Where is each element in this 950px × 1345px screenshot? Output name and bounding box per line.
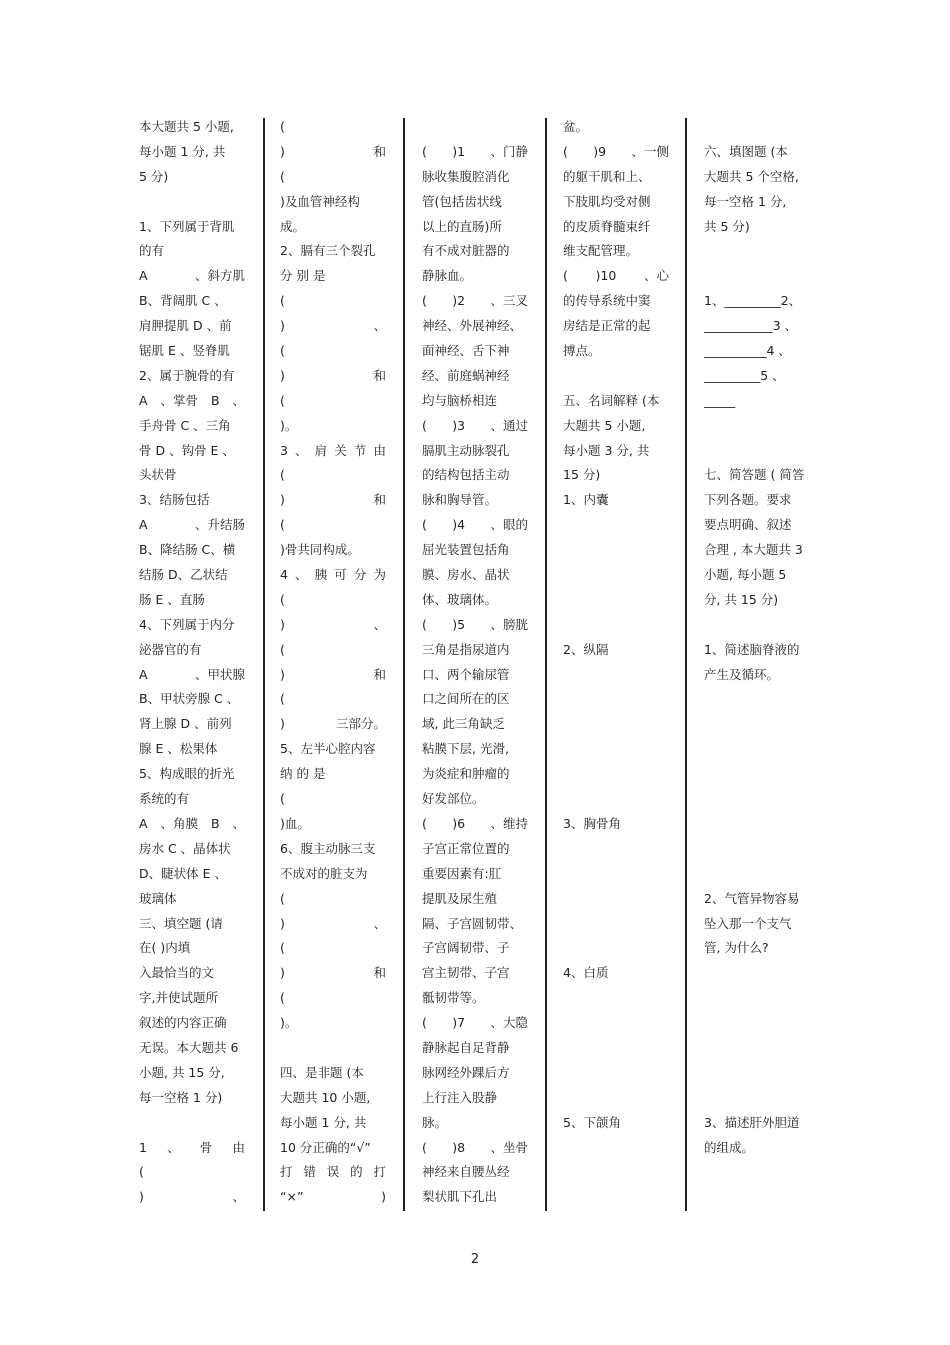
text-line: 每一空格 1 分, bbox=[704, 193, 787, 209]
text-line: 均与脑桥相连 bbox=[422, 392, 498, 408]
column-1 bbox=[139, 115, 245, 1210]
text-line: ( )1 、门静 bbox=[422, 143, 528, 159]
text-line: 脉网经外踝后方 bbox=[422, 1064, 510, 1080]
text-line: ) 和 bbox=[280, 367, 386, 383]
text-line: ( )8 、坐骨 bbox=[422, 1139, 528, 1155]
text-line: ) 、 bbox=[280, 616, 386, 632]
text-line: ( bbox=[280, 691, 285, 707]
text-line: 不成对的脏支为 bbox=[280, 865, 368, 881]
text-line bbox=[280, 1036, 386, 1061]
text-line: A 、掌骨 B 、 bbox=[139, 392, 245, 408]
column-4 bbox=[563, 115, 669, 1210]
text-line: 膜、房水、晶状 bbox=[422, 567, 510, 583]
text-line: 骶韧带等。 bbox=[422, 990, 485, 1006]
text-line bbox=[704, 1160, 810, 1185]
text-line: )血。 bbox=[280, 815, 310, 831]
text-line: 神经、外展神经、 bbox=[422, 318, 523, 334]
text-line: )。 bbox=[280, 417, 298, 433]
text-line bbox=[563, 1185, 669, 1210]
text-line: 神经来自腰丛经 bbox=[422, 1164, 510, 1180]
text-line: 三、填空题 (请 bbox=[139, 915, 223, 931]
text-line: 分, 共 15 分) bbox=[704, 591, 779, 607]
text-line bbox=[563, 1061, 669, 1086]
text-line: 3、描述肝外胆道 bbox=[704, 1114, 800, 1130]
text-line: 提肌及尿生殖 bbox=[422, 890, 498, 906]
text-line: ___________3 、 bbox=[704, 318, 798, 334]
text-line bbox=[563, 936, 669, 961]
text-line: 小题, 共 15 分, bbox=[139, 1064, 225, 1080]
text-line: ( )5 、膀胱 bbox=[422, 616, 528, 632]
text-line: ) 和 bbox=[280, 965, 386, 981]
text-line: 以上的直肠)所 bbox=[422, 218, 502, 234]
text-line: ( bbox=[280, 467, 285, 483]
text-line: A 、斜方肌 bbox=[139, 268, 245, 284]
text-line bbox=[704, 613, 810, 638]
text-line bbox=[563, 563, 669, 588]
text-line bbox=[563, 986, 669, 1011]
text-line: ( )2 、三叉 bbox=[422, 293, 528, 309]
text-line: ( bbox=[280, 293, 285, 309]
text-line bbox=[563, 613, 669, 638]
text-line: 为炎症和肿瘤的 bbox=[422, 766, 510, 782]
text-line: 大题共 5 小题, bbox=[563, 417, 646, 433]
column-3 bbox=[422, 115, 528, 1210]
text-line: 3 、 肩 关 节 由 bbox=[280, 442, 386, 458]
text-line bbox=[704, 414, 810, 439]
text-line: 大题共 10 小题, bbox=[280, 1089, 371, 1105]
text-line: 在( )内填 bbox=[139, 940, 191, 956]
text-line: 面神经、舌下神 bbox=[422, 343, 510, 359]
text-line: 小题, 每小题 5 bbox=[704, 567, 787, 583]
text-line: 子宫阔韧带、子 bbox=[422, 940, 510, 956]
text-line: 的组成。 bbox=[704, 1139, 755, 1155]
text-line: 3、胸骨角 bbox=[563, 815, 621, 831]
text-line: 系统的有 bbox=[139, 791, 190, 807]
text-line bbox=[704, 812, 810, 837]
text-line bbox=[563, 887, 669, 912]
text-line: 2、膈有三个裂孔 bbox=[280, 243, 376, 259]
text-line: 2、属于腕骨的有 bbox=[139, 367, 235, 383]
text-line: 玻璃体 bbox=[139, 890, 177, 906]
text-line: 腺 E 、松果体 bbox=[139, 741, 218, 757]
text-line: 脉和胸导管。 bbox=[422, 492, 498, 508]
text-line: 六、填图题 (本 bbox=[704, 143, 788, 159]
text-line: ( bbox=[280, 168, 285, 184]
text-line: 6、腹主动脉三支 bbox=[280, 840, 376, 856]
text-line: 下肢肌均受对侧 bbox=[563, 193, 651, 209]
text-line bbox=[563, 912, 669, 937]
text-line: 下列各题。要求 bbox=[704, 492, 792, 508]
text-line: 1、内囊 bbox=[563, 492, 609, 508]
text-line bbox=[704, 439, 810, 464]
text-line: B、背阔肌 C 、 bbox=[139, 293, 227, 309]
text-line: 七、简答题 ( 简答 bbox=[704, 467, 805, 483]
text-line: 维支配管理。 bbox=[563, 243, 639, 259]
text-line: 叙述的内容正确 bbox=[139, 1015, 227, 1031]
text-line bbox=[563, 1011, 669, 1036]
text-line: _________5 、 bbox=[704, 367, 785, 383]
text-line bbox=[563, 663, 669, 688]
column-divider-4 bbox=[685, 118, 687, 1211]
text-line: 上行注入股静 bbox=[422, 1089, 498, 1105]
text-line: 每小题 1 分, 共 bbox=[139, 143, 226, 159]
text-line: 肠 E 、直肠 bbox=[139, 591, 205, 607]
text-line: 宫主韧带、子宫 bbox=[422, 965, 510, 981]
text-line: 共 5 分) bbox=[704, 218, 750, 234]
text-line: 五、名词解释 (本 bbox=[563, 392, 660, 408]
text-line bbox=[563, 588, 669, 613]
text-line bbox=[563, 762, 669, 787]
text-line: B、降结肠 C、横 bbox=[139, 542, 236, 558]
text-line: _____ bbox=[704, 392, 736, 408]
text-line: ( bbox=[280, 591, 285, 607]
text-line: ( bbox=[280, 990, 285, 1006]
text-line bbox=[704, 239, 810, 264]
text-line bbox=[563, 1136, 669, 1161]
text-line: 口、两个输尿管 bbox=[422, 666, 510, 682]
text-line bbox=[139, 190, 245, 215]
text-line bbox=[563, 837, 669, 862]
text-line: ) 、 bbox=[139, 1189, 245, 1205]
text-line: ( bbox=[280, 119, 285, 134]
text-line: 4 、 胰 可 分 为 bbox=[280, 567, 386, 583]
text-line: 1、简述脑脊液的 bbox=[704, 641, 800, 657]
text-line: 大题共 5 个空格, bbox=[704, 168, 799, 184]
text-line: 5、左半心腔内容 bbox=[280, 741, 376, 757]
text-line bbox=[704, 961, 810, 986]
text-line: 要点明确、叙述 bbox=[704, 517, 792, 533]
text-line: 结肠 D、乙状结 bbox=[139, 567, 228, 583]
text-line: 头状骨 bbox=[139, 467, 177, 483]
text-line: 1 、 骨 由 bbox=[139, 1139, 245, 1155]
text-line bbox=[704, 1185, 810, 1210]
text-line: 入最恰当的文 bbox=[139, 965, 215, 981]
text-line: 15 分) bbox=[563, 467, 601, 483]
text-line: 手舟骨 C 、三角 bbox=[139, 417, 231, 433]
text-line: 3、结肠包括 bbox=[139, 492, 210, 508]
text-line: 三角是指尿道内 bbox=[422, 641, 510, 657]
text-line bbox=[563, 687, 669, 712]
text-line: ( bbox=[280, 940, 285, 956]
text-line bbox=[704, 862, 810, 887]
text-line: 脉。 bbox=[422, 1114, 448, 1130]
text-line: 盆。 bbox=[563, 119, 589, 134]
text-line: 子宫正常位置的 bbox=[422, 840, 510, 856]
text-line bbox=[704, 264, 810, 289]
text-line: 管, 为什么? bbox=[704, 940, 769, 956]
text-line: ) 、 bbox=[280, 915, 386, 931]
column-divider-2 bbox=[403, 118, 405, 1211]
column-divider-1 bbox=[263, 118, 265, 1211]
text-line: __________4 、 bbox=[704, 343, 791, 359]
text-line: 锯肌 E 、竖脊肌 bbox=[139, 343, 230, 359]
text-line: 坠入那一个支气 bbox=[704, 915, 792, 931]
text-line bbox=[704, 712, 810, 737]
text-line: ) 三部分。 bbox=[280, 716, 386, 732]
text-line bbox=[704, 986, 810, 1011]
text-line: 的结构包括主动 bbox=[422, 467, 510, 483]
text-line: ( bbox=[280, 392, 285, 408]
text-line: A 、升结肠 bbox=[139, 517, 245, 533]
text-line: ( bbox=[280, 890, 285, 906]
text-line: 2、气管异物容易 bbox=[704, 890, 800, 906]
text-line: 1、下列属于背肌 bbox=[139, 218, 235, 234]
text-line: 体、玻璃体。 bbox=[422, 591, 498, 607]
text-line bbox=[139, 1111, 245, 1136]
text-line: 5 分) bbox=[139, 168, 169, 184]
text-line: 无误。本大题共 6 bbox=[139, 1039, 239, 1055]
text-line bbox=[563, 712, 669, 737]
text-line: 4、下列属于内分 bbox=[139, 616, 235, 632]
text-line: 合理 , 本大题共 3 bbox=[704, 542, 803, 558]
text-line bbox=[563, 1036, 669, 1061]
text-line: A 、角膜 B 、 bbox=[139, 815, 245, 831]
text-line: )骨共同构成。 bbox=[280, 542, 360, 558]
text-line: 好发部位。 bbox=[422, 791, 485, 807]
text-line: 重要因素有:肛 bbox=[422, 865, 502, 881]
text-line bbox=[422, 115, 528, 140]
text-line: ( bbox=[280, 641, 285, 657]
text-line bbox=[563, 862, 669, 887]
text-line: 泌器官的有 bbox=[139, 641, 202, 657]
text-line bbox=[563, 364, 669, 389]
text-line bbox=[704, 1086, 810, 1111]
text-line bbox=[563, 1086, 669, 1111]
text-line: 房水 C 、晶体状 bbox=[139, 840, 231, 856]
text-line bbox=[704, 687, 810, 712]
page-number: 2 bbox=[470, 1252, 480, 1267]
text-line bbox=[704, 115, 810, 140]
text-line: 5、下颌角 bbox=[563, 1114, 621, 1130]
text-line: ( )4 、眼的 bbox=[422, 517, 528, 533]
text-line: 管(包括齿状线 bbox=[422, 193, 502, 209]
text-line: 纳 的 是 bbox=[280, 766, 326, 782]
text-line: 的有 bbox=[139, 243, 165, 259]
text-line: 分 别 是 bbox=[280, 268, 326, 284]
text-line: ( bbox=[280, 517, 285, 533]
text-line: 每一空格 1 分) bbox=[139, 1089, 223, 1105]
text-line: 肩胛提肌 D 、前 bbox=[139, 318, 232, 334]
text-line bbox=[563, 1160, 669, 1185]
text-line: 口之间所在的区 bbox=[422, 691, 510, 707]
text-line: ( )3 、通过 bbox=[422, 417, 528, 433]
text-line: 有不成对脏器的 bbox=[422, 243, 510, 259]
text-line bbox=[563, 513, 669, 538]
text-line: )及血管神经构 bbox=[280, 193, 360, 209]
text-line: B、甲状旁腺 C 、 bbox=[139, 691, 240, 707]
text-line bbox=[704, 837, 810, 862]
text-line: A 、甲状腺 bbox=[139, 666, 245, 682]
text-line: 屈光装置包括角 bbox=[422, 542, 510, 558]
text-line: ) 和 bbox=[280, 492, 386, 508]
text-line: 域, 此三角缺乏 bbox=[422, 716, 505, 732]
text-line: 骨 D 、钩骨 E 、 bbox=[139, 442, 235, 458]
text-line: 每小题 1 分, 共 bbox=[280, 1114, 367, 1130]
text-line: 脉收集腹腔消化 bbox=[422, 168, 510, 184]
text-line: ( )9 、一侧 bbox=[563, 143, 669, 159]
text-line: ( )7 、大隐 bbox=[422, 1015, 528, 1031]
text-line: ( bbox=[139, 1164, 144, 1180]
text-line bbox=[704, 1061, 810, 1086]
text-line: ) 、 bbox=[280, 318, 386, 334]
text-line: 产生及循环。 bbox=[704, 666, 780, 682]
text-line: D、睫状体 E 、 bbox=[139, 865, 227, 881]
text-line: 5、构成眼的折光 bbox=[139, 766, 235, 782]
text-line: ) 和 bbox=[280, 666, 386, 682]
text-line: ) 和 bbox=[280, 143, 386, 159]
text-line: 四、是非题 (本 bbox=[280, 1064, 364, 1080]
text-line: 静脉血。 bbox=[422, 268, 473, 284]
text-line: 字,并使试题所 bbox=[139, 990, 218, 1006]
text-line: 本大题共 5 小题, bbox=[139, 119, 234, 134]
text-line: 隔、子宫圆韧带、 bbox=[422, 915, 523, 931]
text-line: 肾上腺 D 、前列 bbox=[139, 716, 232, 732]
text-line bbox=[704, 787, 810, 812]
text-line bbox=[704, 1011, 810, 1036]
text-line: 经、前庭蜗神经 bbox=[422, 367, 510, 383]
text-line bbox=[563, 787, 669, 812]
text-line: 1、_________2、 bbox=[704, 293, 802, 309]
column-5 bbox=[704, 115, 810, 1210]
text-line: 每小题 3 分, 共 bbox=[563, 442, 650, 458]
text-line: 成。 bbox=[280, 218, 306, 234]
text-line bbox=[563, 737, 669, 762]
text-line: 膈肌主动脉裂孔 bbox=[422, 442, 510, 458]
text-line bbox=[704, 762, 810, 787]
column-divider-3 bbox=[545, 118, 547, 1211]
text-line: 2、纵隔 bbox=[563, 641, 609, 657]
text-line: ( bbox=[280, 791, 285, 807]
text-line: 10 分正确的“√” bbox=[280, 1139, 371, 1155]
text-line bbox=[704, 1036, 810, 1061]
text-line: 房结是正常的起 bbox=[563, 318, 651, 334]
text-line: “×” ) bbox=[280, 1189, 386, 1205]
text-line: 的传导系统中窦 bbox=[563, 293, 651, 309]
text-line: 打 错 误 的 打 bbox=[280, 1164, 386, 1180]
text-line: 4、白质 bbox=[563, 965, 609, 981]
text-line: 梨状肌下孔出 bbox=[422, 1189, 498, 1205]
text-line bbox=[704, 737, 810, 762]
column-2 bbox=[280, 115, 386, 1210]
text-line: 静脉起自足背静 bbox=[422, 1039, 510, 1055]
text-line: 的躯干肌和上、 bbox=[563, 168, 651, 184]
text-line: ( )6 、维持 bbox=[422, 815, 528, 831]
text-line: )。 bbox=[280, 1015, 298, 1031]
text-line: 粘膜下层, 光滑, bbox=[422, 741, 509, 757]
text-line: 搏点。 bbox=[563, 343, 601, 359]
text-line: ( )10 、心 bbox=[563, 268, 669, 284]
text-line: ( bbox=[280, 343, 285, 359]
text-line bbox=[563, 538, 669, 563]
text-line: 的皮质脊髓束纤 bbox=[563, 218, 651, 234]
